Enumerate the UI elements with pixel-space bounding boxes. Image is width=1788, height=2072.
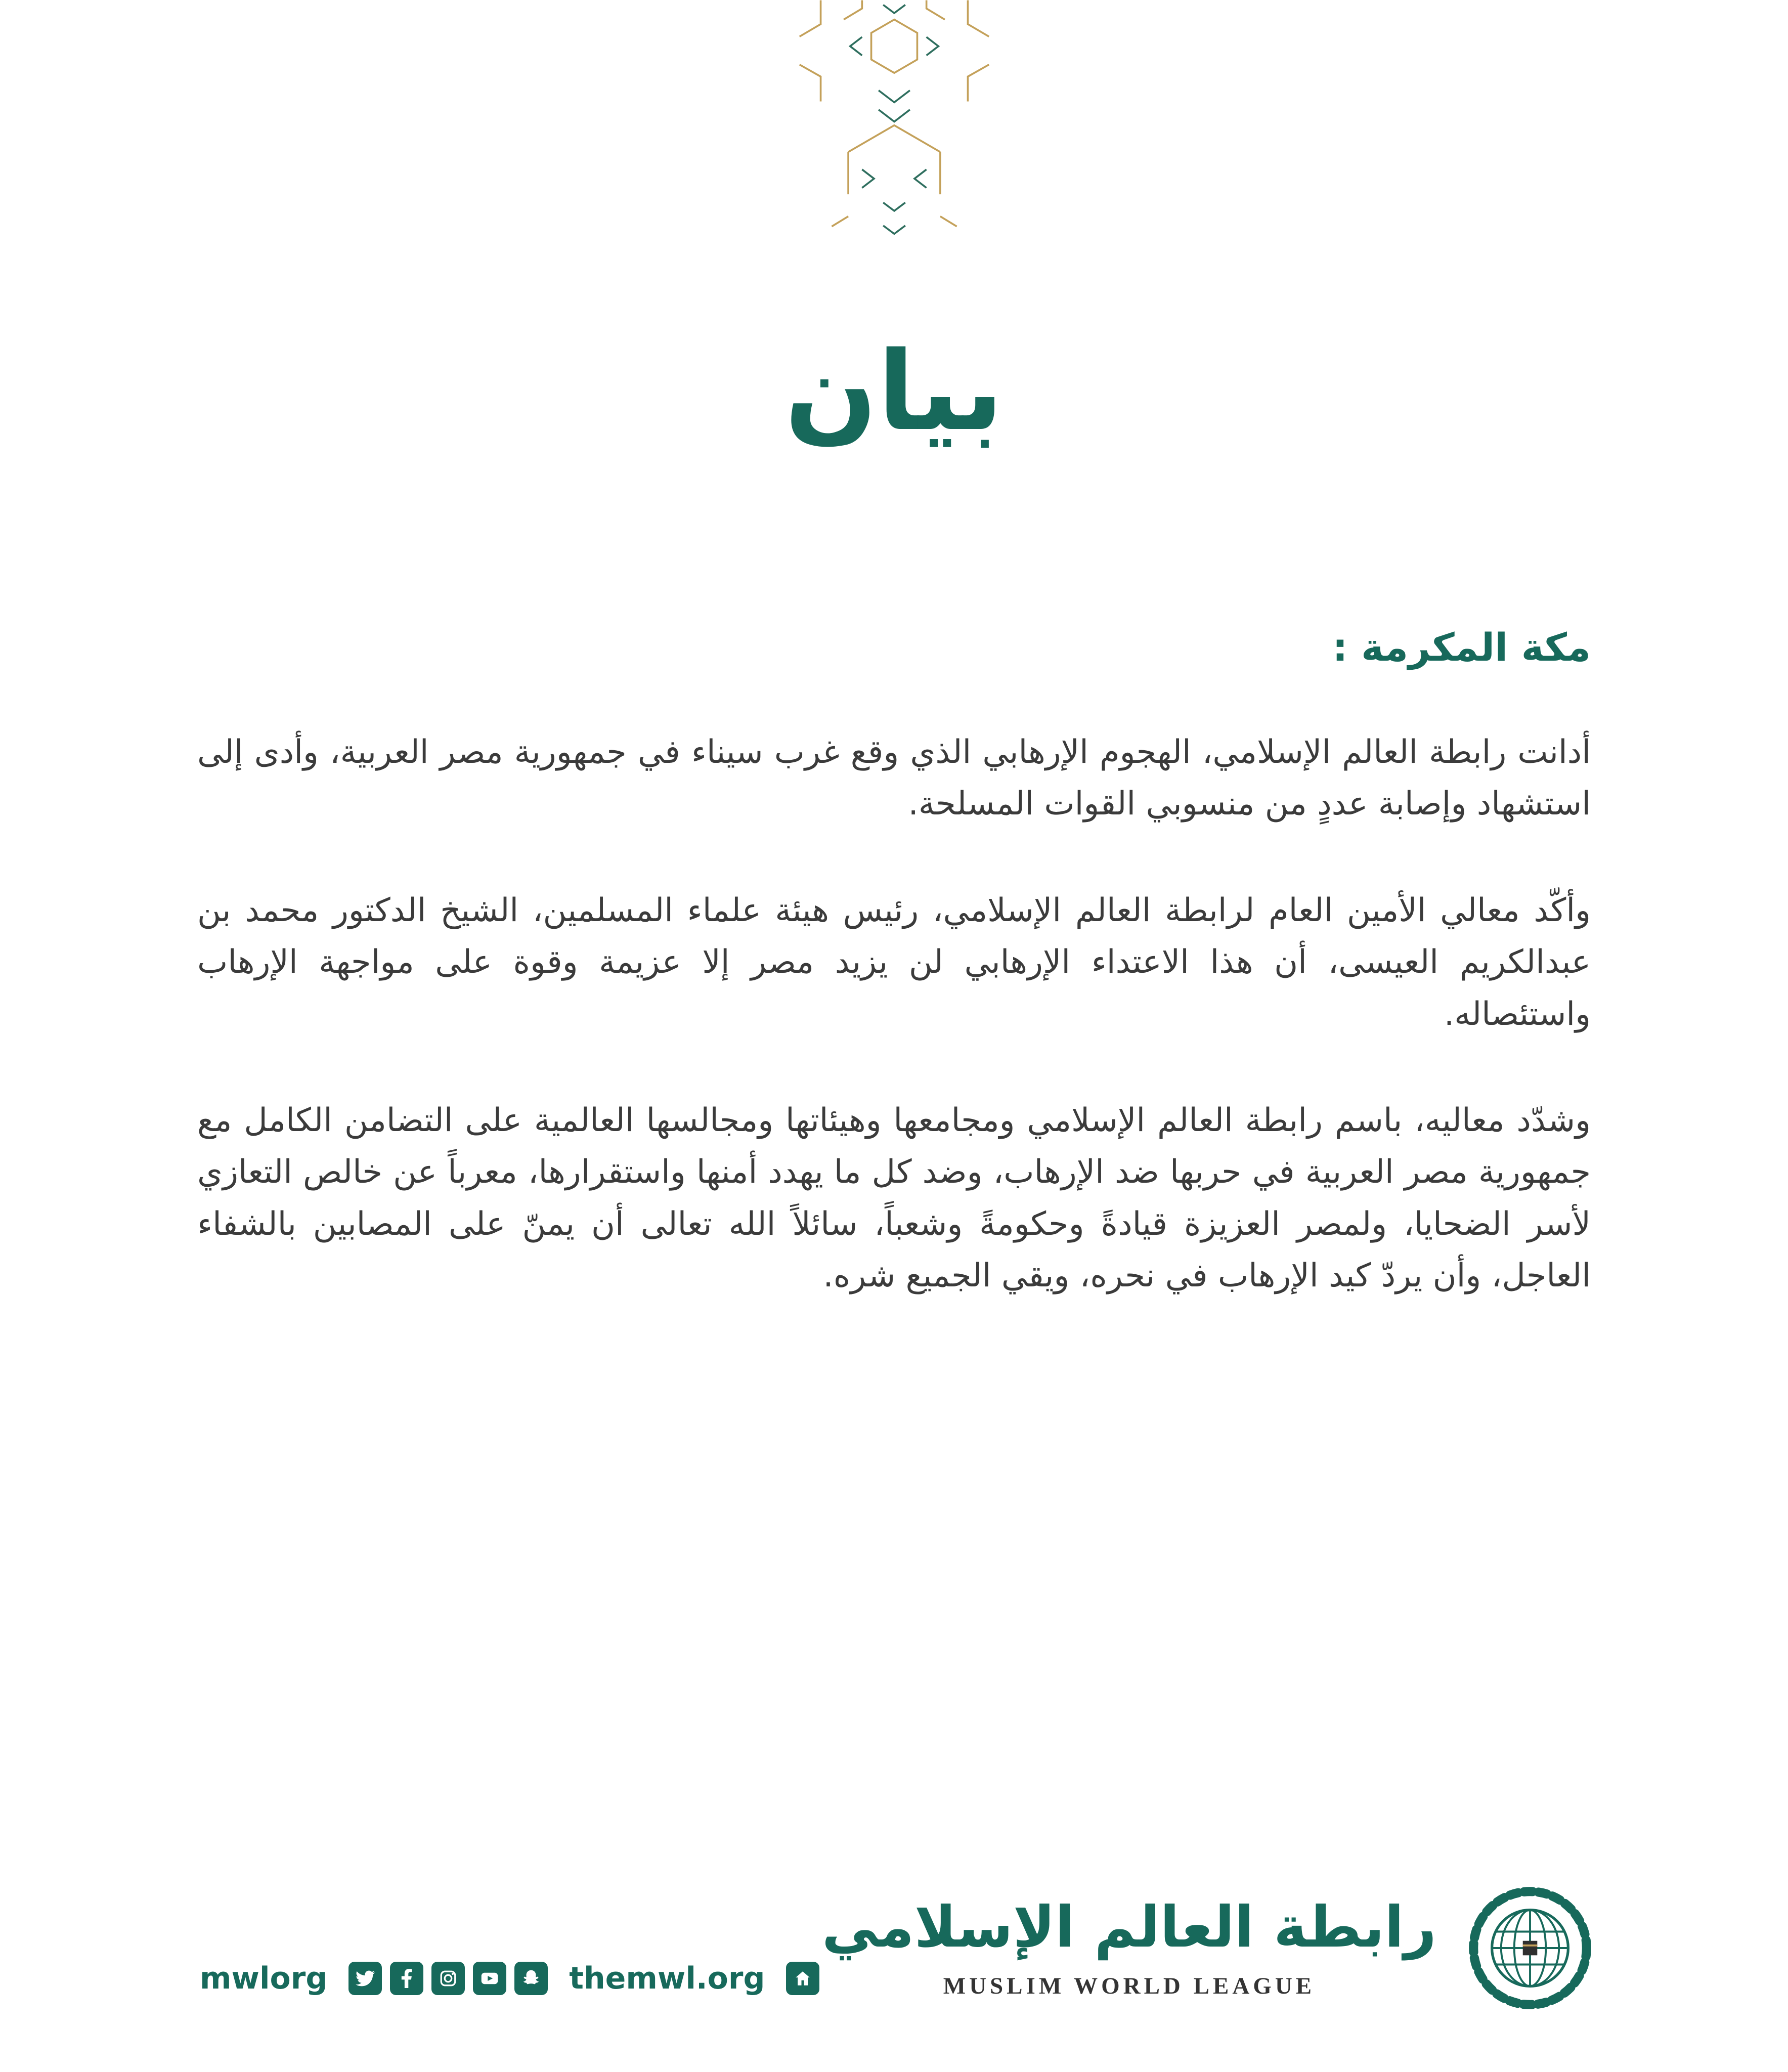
statement-paragraph-2: وأكّد معالي الأمين العام لرابطة العالم الإسلامي، رئيس هيئة علماء المسلمين، الشيخ الدكتور محمد بن عبدالكريم العيسى، أن هذا الاعتداء الإرهابي لن يزيد مصر إلا عزيمة وقوة على مواجهة الإرهاب واستئصاله. [197, 891, 1591, 1033]
statement-paragraph-3: وشدّد معاليه، باسم رابطة العالم الإسلامي ومجامعها وهيئاتها ومجالسها العالمية على التضامن الكامل مع جمهورية مصر العربية في حربها ضد الإرهاب، وضد كل ما يهدد أمنها واستقرارها، معرباً عن خالص التعازي لأسر الضحايا، ولمصر العزيزة قيادةً وحكومةً وشعباً، سائلاً الله تعالى أن يمنّ على المصابين بالشفاء العاجل، وأن يردّ كيد الإرهاب في نحره، ويقي الجميع شره. [197, 1101, 1591, 1295]
snapchat-icon[interactable] [514, 1962, 548, 1995]
logo-arabic-calligraphy: رابطة العالم الإسلامي [821, 1894, 1436, 1961]
geometric-ornament-icon [793, 0, 995, 258]
youtube-icon[interactable] [473, 1962, 506, 1995]
website-url[interactable]: themwl.org [569, 1961, 765, 1996]
statement-paragraph-1: أدانت رابطة العالم الإسلامي، الهجوم الإرهابي الذي وقع غرب سيناء في جمهورية مصر العربية، وأدى إلى استشهاد وإصابة عددٍ من منسوبي القوات المسلحة. [197, 733, 1591, 823]
home-icon[interactable] [786, 1962, 819, 1995]
twitter-icon[interactable] [348, 1962, 382, 1995]
instagram-icon[interactable] [431, 1962, 465, 1995]
facebook-icon[interactable] [390, 1962, 423, 1995]
mwl-emblem-icon [1464, 1882, 1596, 2014]
logo-english-name: MUSLIM WORLD LEAGUE [943, 1972, 1316, 1999]
page-title: بيان [784, 328, 1004, 455]
location-heading: مكة المكرمة : [1332, 625, 1591, 670]
mwl-logo-text [822, 1896, 1436, 1999]
decorative-pattern [793, 0, 995, 260]
social-icons [348, 1962, 548, 1995]
footer-social-bar [200, 1961, 819, 1996]
mwl-logo [822, 1882, 1596, 2014]
social-handle: mwlorg [200, 1961, 328, 1996]
statement-body [197, 625, 1591, 1357]
